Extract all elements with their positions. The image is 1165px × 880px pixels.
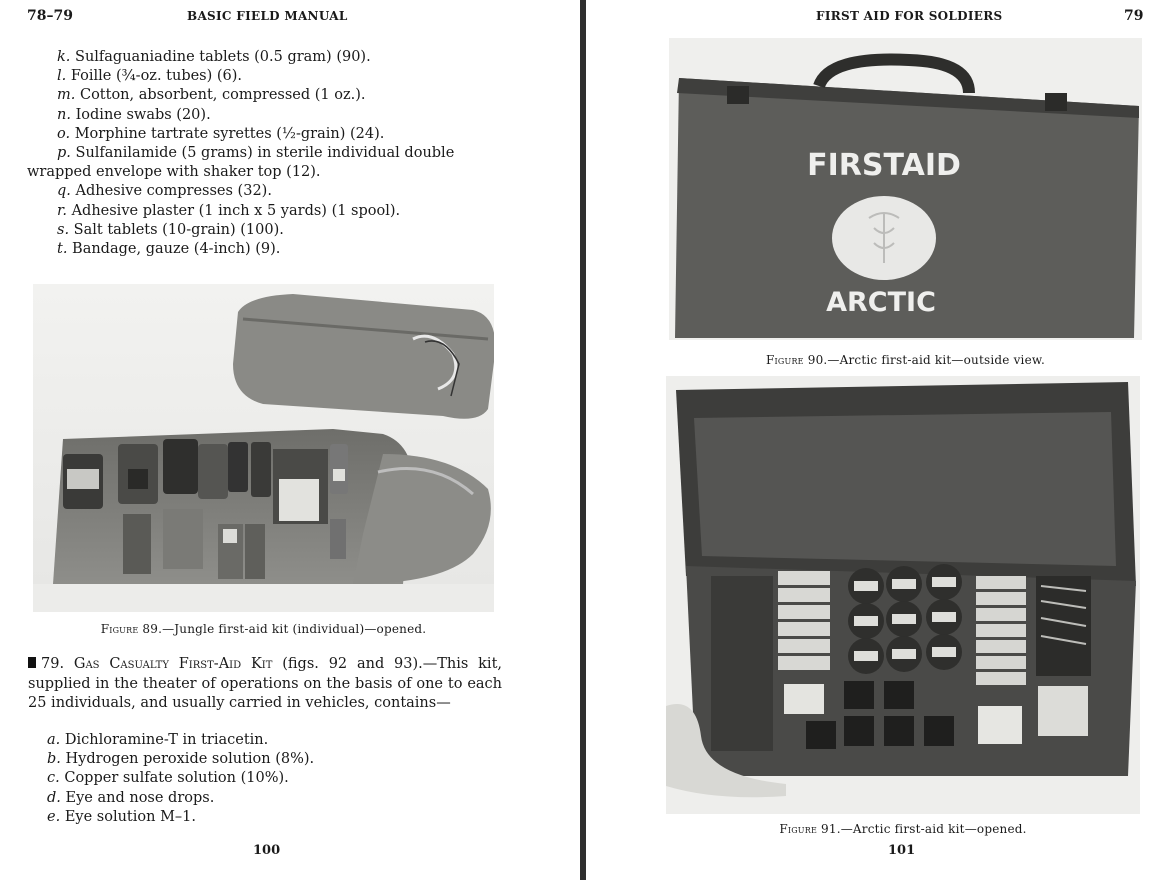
list-item (47, 808, 497, 827)
left-page (0, 0, 580, 880)
list-item-text: Salt tablets (10-grain) (100). (73, 221, 284, 238)
figure-90-photo (669, 38, 1142, 340)
list-item-letter: a. (47, 732, 61, 748)
figure-91-text: —Arctic first-aid kit—opened. (840, 822, 1027, 836)
list-item (57, 86, 507, 105)
list-item-letter: b. (47, 751, 61, 768)
list-item-letter: r. (57, 202, 67, 219)
jungle-kit-image (33, 284, 494, 612)
list-item-text: Cotton, absorbent, compressed (1 oz.). (79, 87, 366, 104)
list-item-letter: c. (47, 770, 60, 787)
list-item-letter: q. (57, 183, 71, 200)
list-item (57, 240, 507, 259)
list-item-letter: l. (57, 68, 67, 85)
list-item-letter: p. (57, 145, 71, 162)
list-item-letter: o. (57, 125, 71, 142)
list-item-text: Bandage, gauze (4-inch) (9). (72, 241, 281, 258)
list-item-text: Copper sulfate solution (10%). (64, 770, 289, 787)
list-item (57, 125, 507, 144)
left-running-head: BASIC FIELD MANUAL (187, 9, 348, 23)
section-marker-icon (28, 657, 36, 668)
list-item-text: Sulfaguaniadine tablets (0.5 gram) (90). (75, 49, 371, 65)
list-item-text: Foille (¾-oz. tubes) (6). (70, 68, 243, 85)
list-item-text: Adhesive plaster (1 inch x 5 yards) (1 spool). (71, 202, 401, 219)
figure-89-caption (33, 622, 494, 636)
list-item (57, 182, 507, 201)
section-ref: (figs. 92 and 93). (272, 656, 423, 672)
list-item-text: Sulfanilamide (5 grams) in sterile individual double (75, 145, 455, 162)
figure-90-caption (669, 353, 1142, 367)
figure-91-caption (666, 822, 1140, 836)
list-item (47, 769, 497, 788)
right-page (586, 0, 1165, 880)
list-item-letter: d. (47, 789, 61, 806)
section-title: Gas Casualty First-Aid Kit (73, 656, 273, 672)
list-item-letter: n. (57, 106, 71, 123)
list-item-text: Dichloramine-T in triacetin. (64, 732, 269, 748)
supply-list-bottom (47, 731, 497, 827)
figure-91-photo (666, 376, 1140, 814)
kit-lid-text-bottom: ARCTIC (826, 287, 936, 318)
list-item (57, 221, 507, 240)
right-folio: 79 (1124, 8, 1144, 24)
list-item (47, 750, 497, 769)
list-item-text: Eye solution M–1. (64, 808, 196, 825)
list-item-text: Hydrogen peroxide solution (8%). (65, 751, 315, 768)
figure-90-text: —Arctic first-aid kit—outside view. (827, 353, 1045, 367)
list-item-letter: t. (57, 241, 68, 258)
section-number: 79. (41, 656, 65, 672)
list-item-letter: s. (57, 221, 70, 238)
arctic-kit-closed-image (669, 38, 1142, 340)
list-item (57, 202, 507, 221)
supply-list-top (27, 48, 507, 259)
list-item-text: Eye and nose drops. (65, 789, 215, 806)
list-item-text: Morphine tartrate syrettes (½-grain) (24). (74, 125, 385, 142)
arctic-kit-open-image (666, 376, 1140, 814)
list-item-text: wrapped envelope with shaker top (12). (27, 164, 321, 181)
list-item (57, 106, 507, 125)
list-item (27, 163, 507, 182)
figure-89-photo (33, 284, 494, 612)
list-item (57, 48, 507, 67)
list-item (47, 789, 497, 808)
left-page-number: 100 (253, 843, 281, 858)
right-running-head: FIRST AID FOR SOLDIERS (816, 9, 1003, 23)
figure-89-label: Figure 89. (100, 622, 163, 636)
list-item-letter: e. (47, 808, 61, 825)
list-item-text: Adhesive compresses (32). (75, 183, 272, 200)
list-item (57, 67, 507, 86)
list-item (47, 731, 497, 750)
list-item-text: Iodine swabs (20). (75, 106, 211, 123)
list-item (57, 144, 507, 163)
section-79-paragraph (28, 655, 502, 714)
figure-89-text: —Jungle first-aid kit (individual)—opened. (162, 622, 427, 636)
kit-lid-text-top: FIRSTAID (807, 148, 961, 183)
figure-90-label: Figure 90. (766, 353, 828, 367)
section-body: —This kit, supplied in the theater of operations on the basis of one to each 25 individuals, and usually carried in vehicles, contains— (28, 656, 503, 711)
figure-91-label: Figure 91. (779, 822, 841, 836)
list-item-letter: k. (57, 49, 71, 65)
right-page-number: 101 (888, 843, 916, 858)
list-item-letter: m. (57, 87, 76, 104)
left-folio: 78–79 (27, 8, 73, 24)
